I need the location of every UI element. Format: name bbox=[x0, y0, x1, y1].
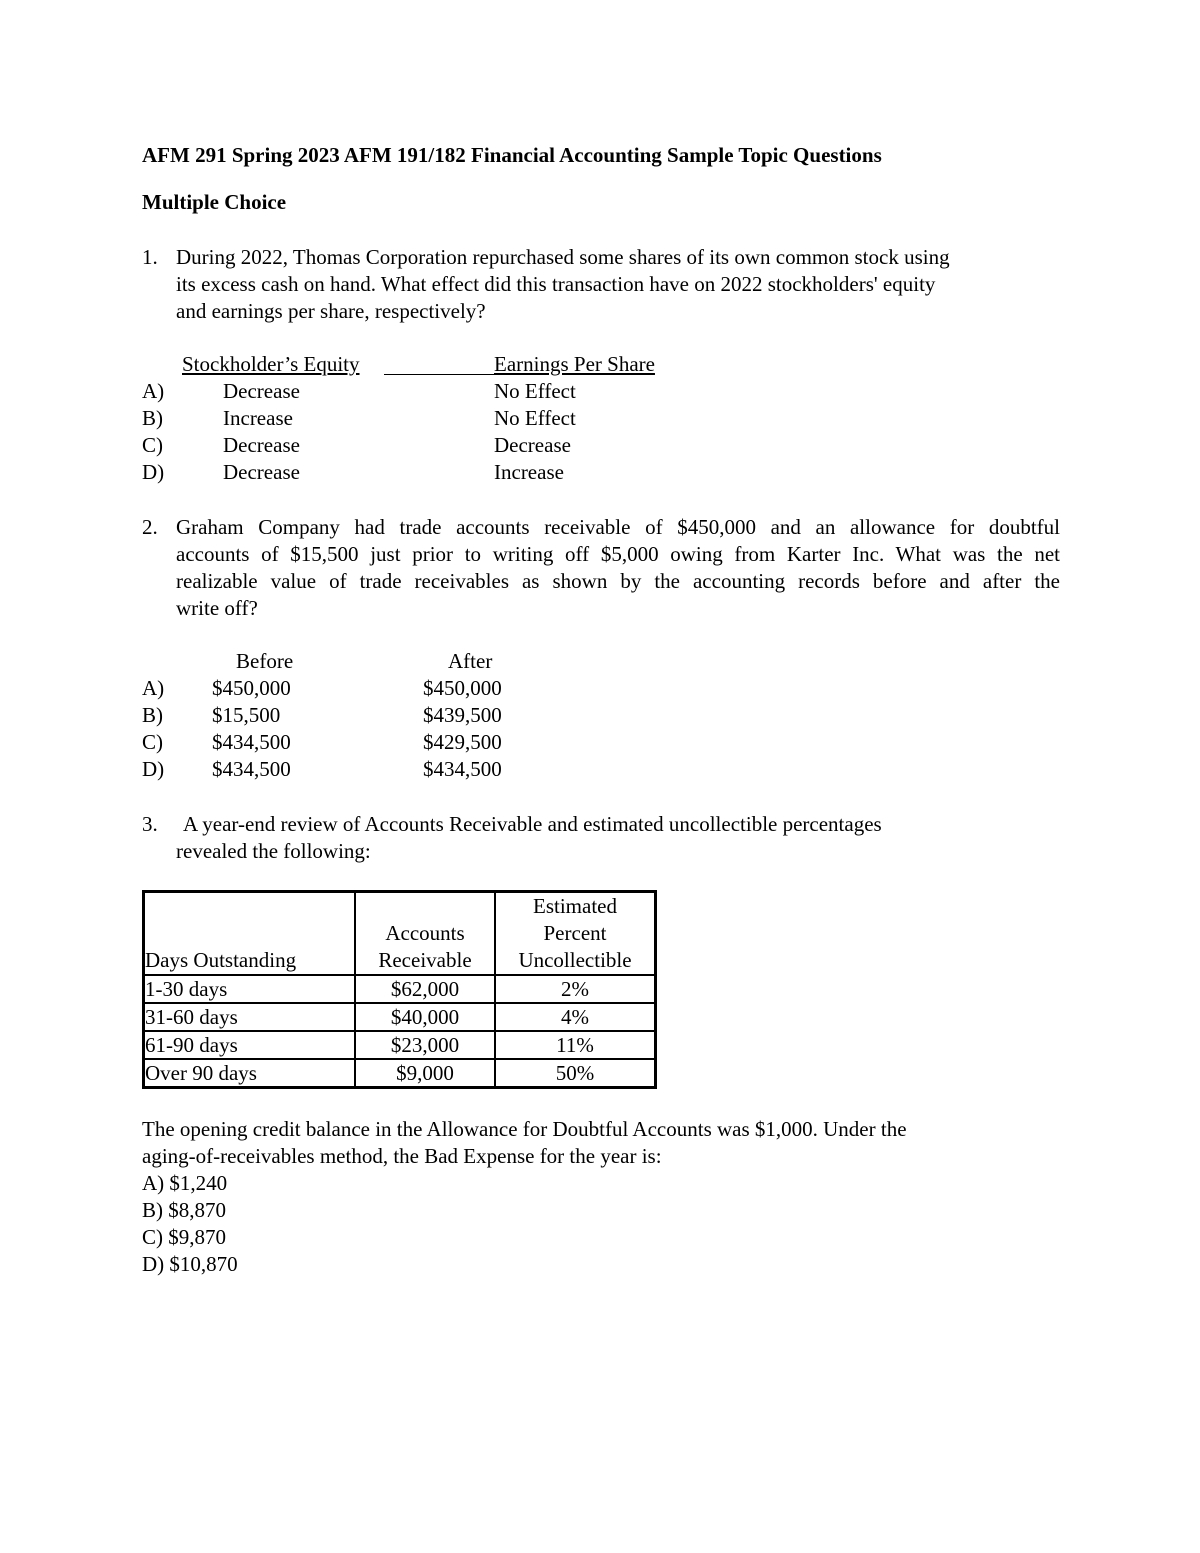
question-text: and earnings per share, respectively? bbox=[176, 299, 486, 323]
option-label: A) bbox=[142, 379, 165, 403]
option-value: $434,500 bbox=[212, 730, 291, 754]
option-value: $439,500 bbox=[423, 703, 502, 727]
column-header: Before bbox=[236, 649, 294, 673]
question-number: 2. bbox=[142, 515, 158, 539]
table-cell: $9,000 bbox=[355, 1059, 495, 1088]
question-text: Graham Company had trade accounts receivable of $450,000 and an allowance for doubtful bbox=[176, 515, 1060, 539]
table-header-cell: Estimated Percent Uncollectible bbox=[495, 892, 656, 976]
option-value: Decrease bbox=[223, 379, 300, 403]
table-cell: 11% bbox=[495, 1031, 656, 1059]
table-row bbox=[144, 1059, 656, 1088]
table-cell: Over 90 days bbox=[144, 1059, 356, 1088]
option-label: D) bbox=[142, 757, 165, 781]
option-value: $434,500 bbox=[423, 757, 502, 781]
option-label: B) bbox=[142, 406, 163, 430]
option-label: C) bbox=[142, 730, 163, 754]
table-cell: $40,000 bbox=[355, 1003, 495, 1031]
table-cell: $23,000 bbox=[355, 1031, 495, 1059]
answer-option: D) $10,870 bbox=[142, 1252, 238, 1276]
table-cell: 1-30 days bbox=[144, 975, 356, 1003]
question-text: accounts of $15,500 just prior to writing off $5,000 owing from Karter Inc. What was the net bbox=[176, 542, 1060, 566]
option-label: A) bbox=[142, 676, 165, 700]
option-value: No Effect bbox=[494, 379, 576, 403]
table-row bbox=[144, 1031, 656, 1059]
answer-option: C) $9,870 bbox=[142, 1225, 226, 1249]
option-value: Increase bbox=[494, 460, 564, 484]
table-cell: 4% bbox=[495, 1003, 656, 1031]
section-heading: Multiple Choice bbox=[142, 190, 287, 214]
table-cell: 61-90 days bbox=[144, 1031, 356, 1059]
option-value: Decrease bbox=[494, 433, 571, 457]
option-value: Decrease bbox=[223, 433, 300, 457]
table-cell: $62,000 bbox=[355, 975, 495, 1003]
page-title: AFM 291 Spring 2023 AFM 191/182 Financial Accounting Sample Topic Questions bbox=[142, 143, 882, 167]
option-value: $434,500 bbox=[212, 757, 291, 781]
table-cell: 31-60 days bbox=[144, 1003, 356, 1031]
option-label: C) bbox=[142, 433, 163, 457]
question-text: write off? bbox=[176, 596, 258, 620]
question-prompt: aging-of-receivables method, the Bad Expense for the year is: bbox=[142, 1144, 662, 1168]
header-underline bbox=[384, 352, 494, 375]
option-value: Decrease bbox=[223, 460, 300, 484]
table-row bbox=[144, 975, 656, 1003]
question-prompt: The opening credit balance in the Allowance for Doubtful Accounts was $1,000. Under the bbox=[142, 1117, 907, 1141]
column-header: After bbox=[448, 649, 493, 673]
table-header-row bbox=[144, 892, 656, 976]
option-value: $429,500 bbox=[423, 730, 502, 754]
option-value: $450,000 bbox=[423, 676, 502, 700]
answer-option: B) $8,870 bbox=[142, 1198, 226, 1222]
option-value: $450,000 bbox=[212, 676, 291, 700]
question-number: 3. bbox=[142, 812, 158, 836]
question-text: During 2022, Thomas Corporation repurchased some shares of its own common stock using bbox=[176, 245, 950, 269]
table-row bbox=[144, 1003, 656, 1031]
option-label: B) bbox=[142, 703, 163, 727]
option-value: No Effect bbox=[494, 406, 576, 430]
question-text: A year-end review of Accounts Receivable and estimated uncollectible percentages bbox=[183, 812, 882, 836]
question-text: its excess cash on hand. What effect did this transaction have on 2022 stockholders' equity bbox=[176, 272, 936, 296]
question-text: revealed the following: bbox=[176, 839, 371, 863]
column-header: Stockholder’s Equity bbox=[182, 352, 360, 376]
column-header: Earnings Per Share bbox=[494, 352, 655, 376]
table-cell: 50% bbox=[495, 1059, 656, 1088]
option-label: D) bbox=[142, 460, 165, 484]
table-header-cell: Days Outstanding bbox=[144, 892, 356, 976]
table-header-cell: Accounts Receivable bbox=[355, 892, 495, 976]
option-value: Increase bbox=[223, 406, 293, 430]
question-number: 1. bbox=[142, 245, 158, 269]
answer-option: A) $1,240 bbox=[142, 1171, 228, 1195]
option-value: $15,500 bbox=[212, 703, 281, 727]
question-text: realizable value of trade receivables as shown by the accounting records before and after the bbox=[176, 569, 1060, 593]
table-cell: 2% bbox=[495, 975, 656, 1003]
aging-table bbox=[142, 890, 657, 1089]
